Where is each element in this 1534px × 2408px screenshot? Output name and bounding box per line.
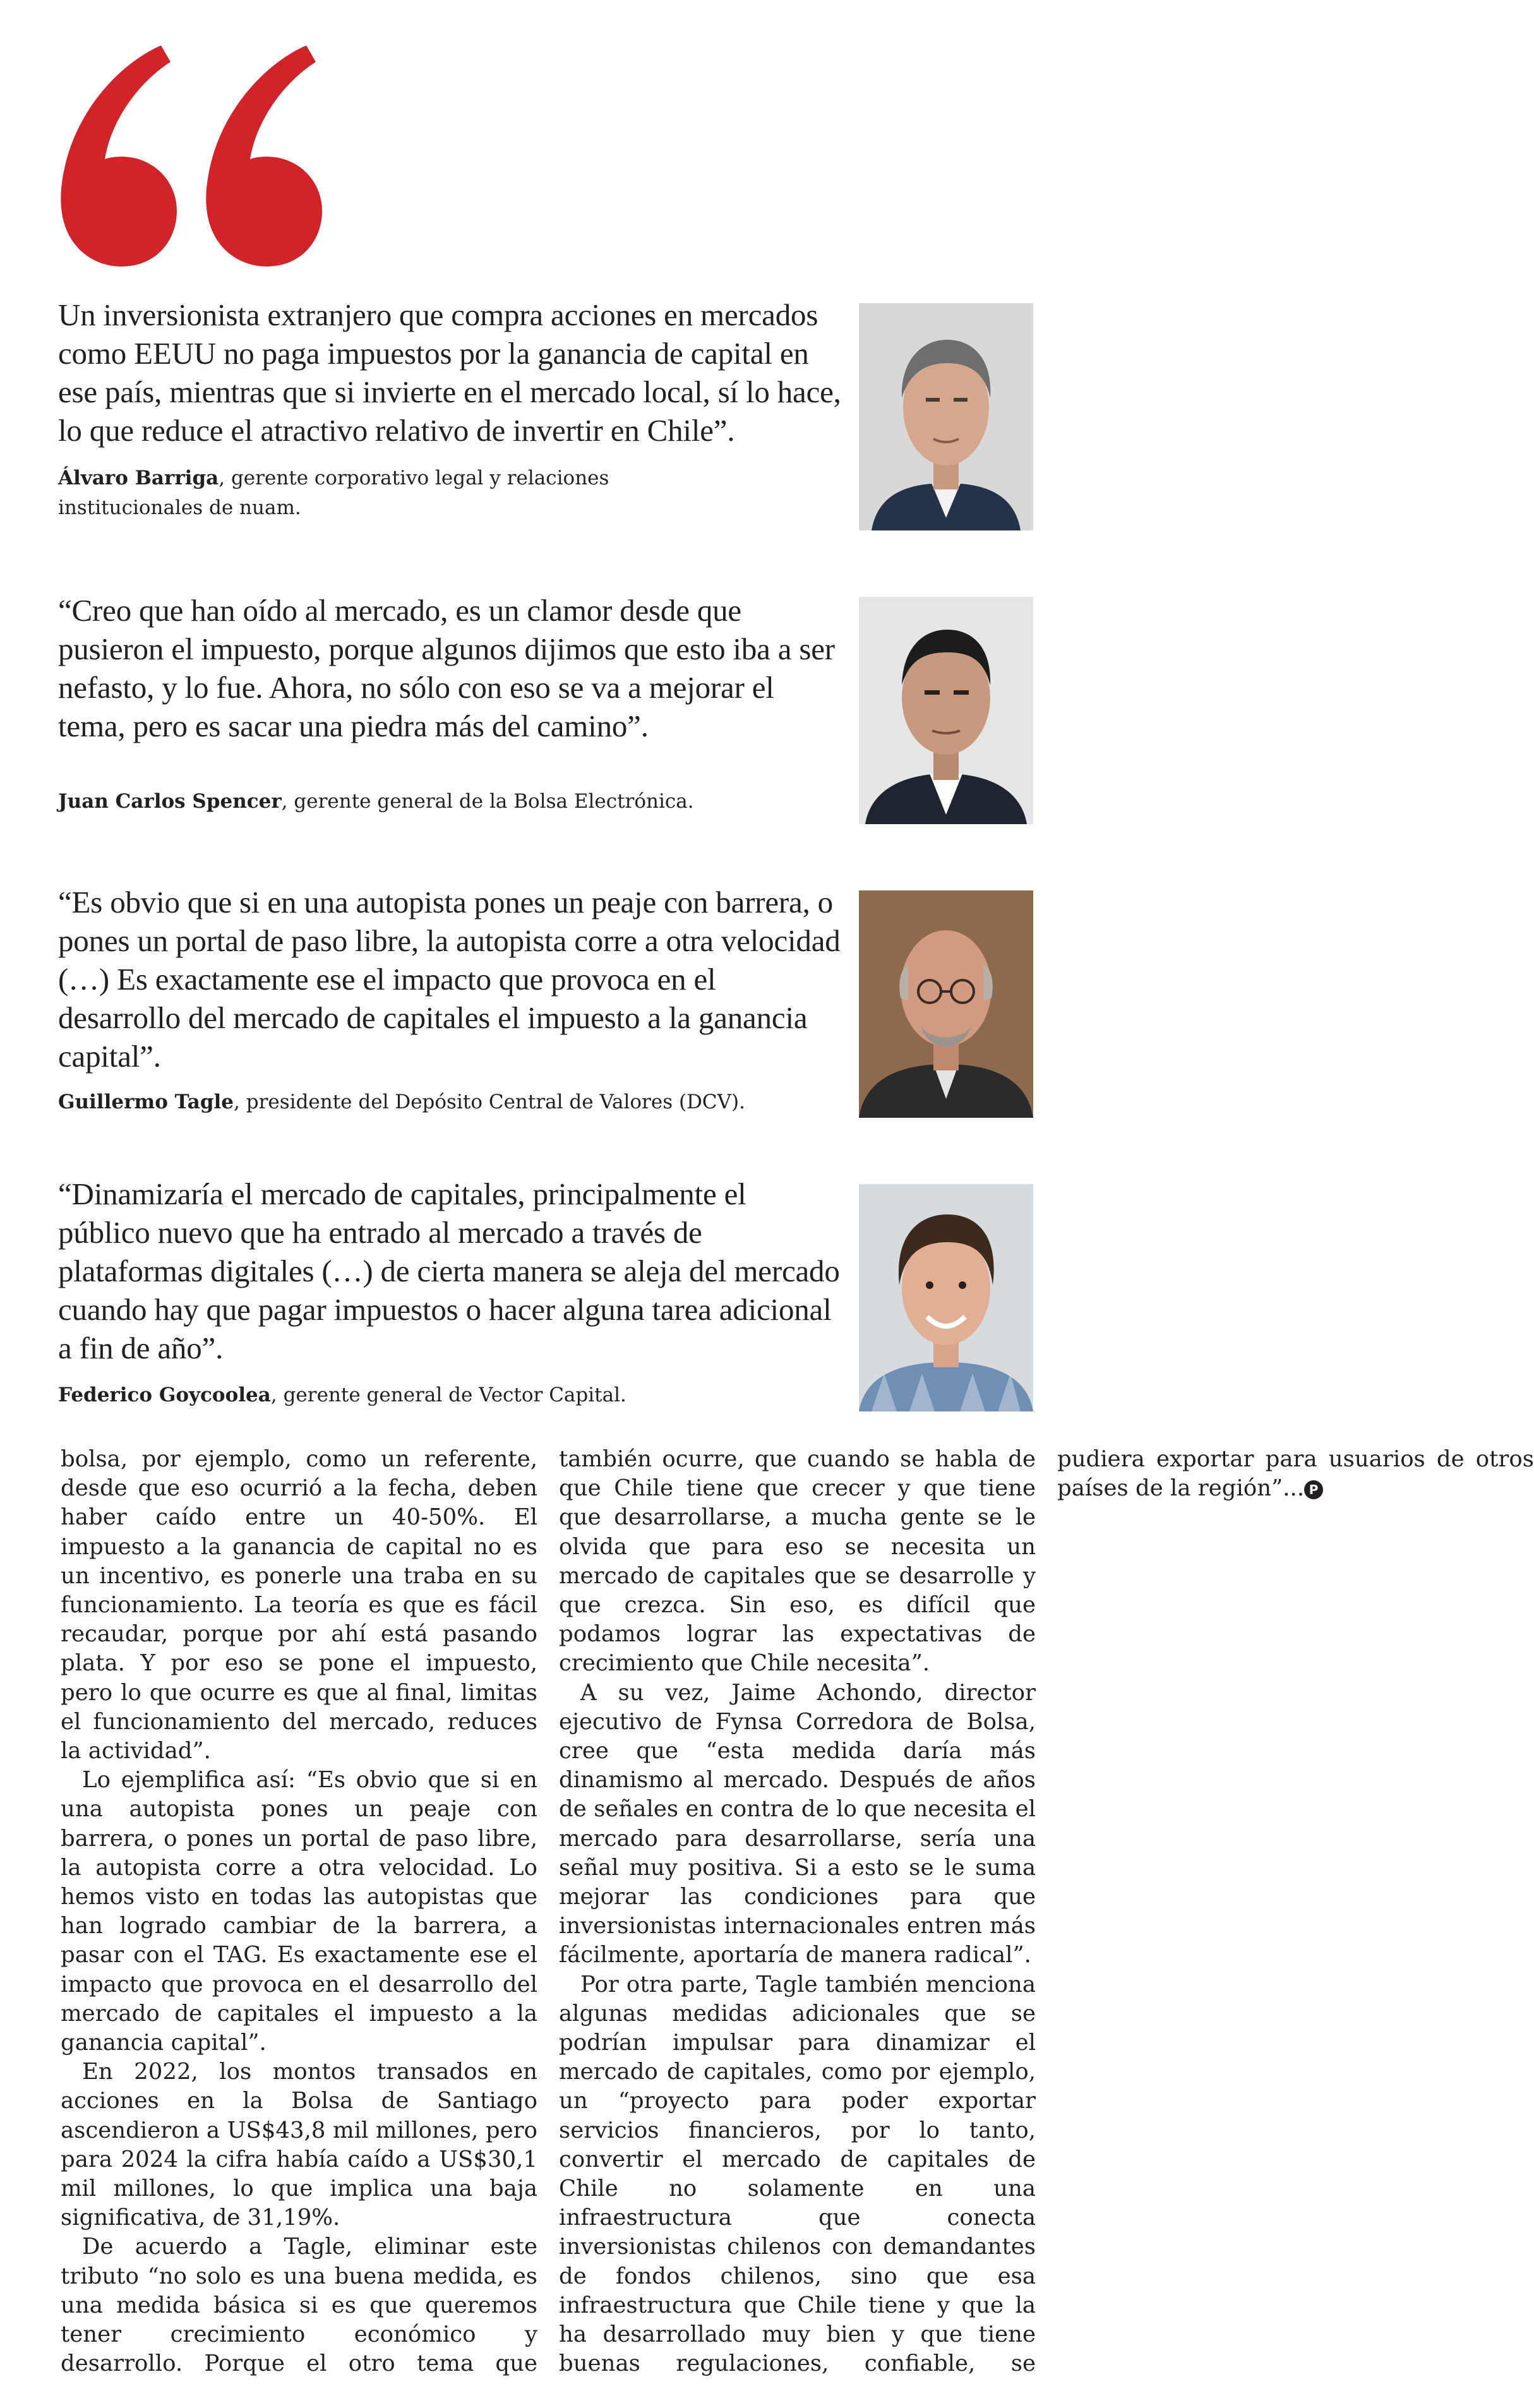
body-paragraph: En 2022, los montos transados en acciones en la Bolsa de Santiago ascendieron a US$43,8 mil millones, pero para 2024 la cifra había caído a US$30,1 mil millones, lo que implica una baja significativa, de 31,19%. [61, 2059, 537, 2231]
quote-text: Un inversionista extranjero que compra acciones en mercados como EEUU no paga impuestos por la ganancia de capital en ese país, mientras que si invierte en el mercado local, sí lo hace, lo que reduce el atractivo relativo de invertir en Chile”. [58, 297, 841, 448]
article-body [61, 1445, 1534, 2395]
body-paragraph: De acuerdo a Tagle, eliminar este tributo “no solo es una buena medida, es una medida básica si es que queremos tener crecimiento económico y desarrollo. Porque el otro tema que también ocurre, que cuando se habla de que Chile tiene que crecer y que tiene que desarrollarse, a mucha gente se le olvida que para eso se necesita un mercado de capitales que se desarrolle y que crezca. Sin eso, es difícil que podamos lograr las expectativas de crecimiento que Chile necesita”. [61, 1446, 1036, 2377]
portrait-photo [859, 890, 1033, 1118]
quote-block-1 [58, 296, 841, 450]
quote-block-3 [58, 883, 841, 1075]
portrait-photo [859, 303, 1033, 530]
end-mark-icon: P [1304, 1480, 1323, 1499]
speaker-role: , gerente general de Vector Capital. [270, 1384, 626, 1406]
end-mark-dots: .. [1290, 1475, 1305, 1502]
quote-text: “Es obvio que si en una autopista pones un peaje con barrera, o pones un portal de paso libre, la autopista corre a otra velocidad (…) Es exactamente ese el impacto que provoca en el desarrollo del mercado de capitales el impuesto a la ganancia capital”. [58, 885, 841, 1074]
quote-text: “Creo que han oído al mercado, es un clamor desde que pusieron el impuesto, porque algunos dijimos que esto iba a ser nefasto, y lo fue. Ahora, no sólo con eso se va a mejorar el tema, pero es sacar una piedra más del camino”. [58, 593, 835, 743]
quote-attribution [58, 1381, 841, 1410]
body-paragraph: Lo ejemplifica así: “Es obvio que si en una autopista pones un peaje con barrera, o pones un portal de paso libre, la autopista corre a otra velocidad. Lo hemos visto en todas las autopistas que han logrado cambiar de la barrera, a pasar con el TAG. Es exactamente ese el impacto que provoca en el desarrollo del mercado de capitales el impuesto a la ganancia capital”. [61, 1767, 537, 2056]
speaker-name: Federico Goycoolea [58, 1384, 271, 1406]
quote-mark-icon [51, 32, 366, 284]
quote-attribution [58, 1087, 841, 1117]
speaker-role: , presidente del Depósito Central de Valores (DCV). [234, 1091, 745, 1113]
body-paragraph: bolsa, por ejemplo, como un referente, desde que eso ocurrió a la fecha, deben haber caído entre un 40-50%. El impuesto a la ganancia de capital no es un incentivo, es ponerle una traba en su funcionamiento. La teoría es que es fácil recaudar, porque por ahí está pasando plata. Y por eso se pone el impuesto, pero lo que ocurre es que al final, limitas el funcionamiento del mercado, reduces la actividad”. [61, 1446, 537, 1764]
body-paragraph-text: Por otra parte, Tagle también menciona algunas medidas adicionales que se podrían impulsar para dinamizar el mercado de capitales, como por ejemplo, un “proyecto para poder exportar servicios financieros, por lo tanto, convertir el mercado de capitales de Chile no solamente en una infraestructura que conecta inversionistas chilenos con demandantes de fondos chilenos, sino que esa infraestructura que Chile tiene y que la ha desarrollado muy bien y que tiene buenas regulaciones, confiable, se pudiera exportar para usuarios de otros países de la región”. [559, 1446, 1534, 2377]
body-paragraph: A su vez, Jaime Achondo, director ejecutivo de Fynsa Corredora de Bolsa, cree que “esta medida daría más dinamismo al mercado. Después de años de señales en contra de lo que necesita el mercado para desarrollarse, sería una señal muy positiva. Si a esto se le suma mejorar las condiciones para que inversionistas internacionales entren más fácilmente, aportaría de manera radical”. [559, 1679, 1036, 1968]
portrait-photo [859, 597, 1033, 824]
speaker-role: , gerente general de la Bolsa Electrónica. [281, 790, 694, 813]
speaker-role: , gerente corporativo legal y relaciones institucionales de nuam. [58, 467, 609, 519]
quote-text: “Dinamizaría el mercado de capitales, principalmente el público nuevo que ha entrado al mercado a través de plataformas digitales (…) de cierta manera se aleja del mercado cuando hay que pagar impuestos o hacer alguna tarea adicional a fin de año”. [58, 1177, 840, 1365]
speaker-name: Juan Carlos Spencer [58, 790, 282, 813]
speaker-name: Álvaro Barriga [58, 467, 219, 489]
quote-block-4 [58, 1175, 841, 1367]
quote-attribution [58, 464, 709, 523]
quote-block-2 [58, 591, 841, 745]
portrait-photo [859, 1184, 1033, 1411]
quote-attribution [58, 787, 841, 817]
speaker-name: Guillermo Tagle [58, 1091, 234, 1113]
